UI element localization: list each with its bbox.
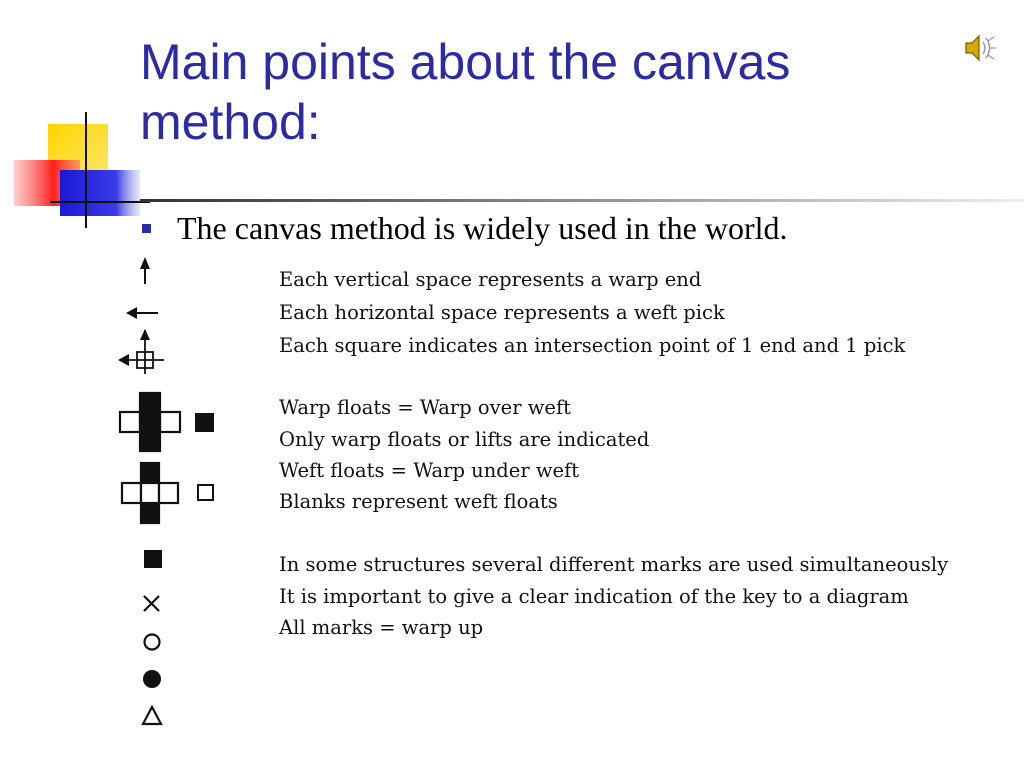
figure-line: Warp floats = Warp over weft [279, 396, 572, 419]
circle-icon [145, 635, 160, 650]
arrow-up-icon [140, 257, 150, 284]
figure-line: Weft floats = Warp under weft [279, 459, 580, 482]
filled-square-icon [195, 413, 214, 432]
figure-line: Only warp floats or lifts are indicated [279, 428, 650, 451]
decorative-squares [0, 100, 150, 240]
figure-line: In some structures several different marks are used simultaneously [279, 553, 949, 576]
figure-line: All marks = warp up [279, 616, 484, 639]
title-divider [140, 198, 1024, 204]
warp-float-cross-icon [120, 393, 180, 451]
figure-line: Each square indicates an intersection point of 1 end and 1 pick [279, 334, 906, 357]
bullet-text: The canvas method is widely used in the world. [177, 210, 788, 246]
figure-line: Blanks represent weft floats [279, 490, 558, 513]
bullet-square-icon [142, 224, 151, 233]
slide-title: Main points about the canvas method: [140, 34, 791, 150]
arrow-left-icon [126, 307, 158, 319]
notation-figure [104, 252, 1024, 742]
figure-line: It is important to give a clear indication of the key to a diagram [279, 585, 909, 608]
cross-mark-icon [144, 596, 159, 611]
weft-float-cross-icon [122, 463, 178, 523]
speaker-icon[interactable] [960, 28, 1000, 68]
figure-line: Each horizontal space represents a weft pick [279, 301, 725, 324]
filled-square-icon [144, 550, 162, 568]
intersection-grid-icon [118, 329, 164, 374]
triangle-icon [143, 707, 161, 724]
empty-square-icon [198, 485, 213, 500]
filled-circle-icon [143, 670, 161, 688]
notation-symbols [104, 252, 234, 742]
figure-line: Each vertical space represents a warp end [279, 268, 702, 291]
bullet-item [142, 207, 982, 247]
